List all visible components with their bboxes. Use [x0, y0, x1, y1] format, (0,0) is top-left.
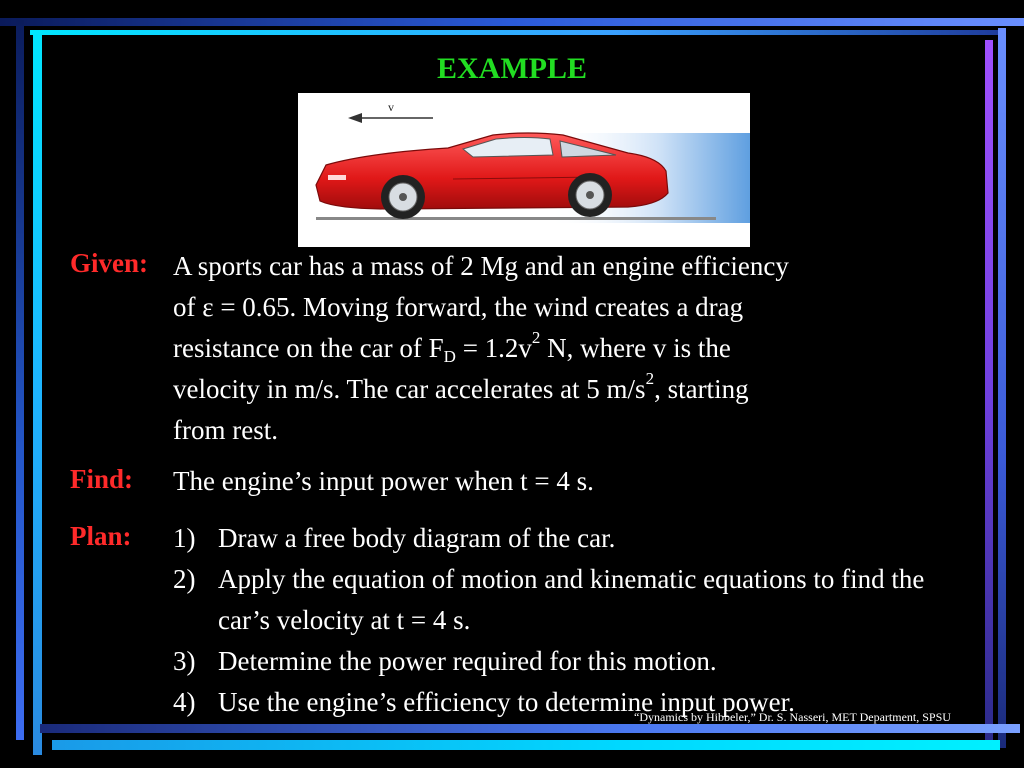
car-drawing [298, 93, 750, 247]
velocity-label: v [388, 100, 394, 114]
given-line-4 [173, 369, 973, 410]
given-line-4-b: , starting [654, 374, 749, 404]
frame-bar-top [0, 18, 1024, 26]
car-headlight [328, 175, 346, 180]
given-line-3-c: N, where v is the [540, 333, 731, 363]
plan-item-number: 2) [173, 564, 196, 594]
credit-footer: “Dynamics by Hibbeler,” Dr. S. Nasseri, MET Department, SPSU [634, 710, 951, 724]
acceleration-exponent: 2 [645, 369, 655, 388]
plan-item-text: Draw a free body diagram of the car. [218, 523, 616, 553]
plan-item-number: 3) [173, 646, 196, 676]
plan-item [173, 559, 973, 641]
plan-item-number: 1) [173, 523, 196, 553]
given-label: Given: [70, 248, 148, 278]
drag-force-subscript: D [443, 347, 456, 366]
frame-bar-right [998, 28, 1006, 748]
frame-bar-left [16, 20, 24, 740]
plan-label: Plan: [70, 521, 132, 551]
frame-bar-bottom-inner [52, 740, 1000, 750]
given-line-1: A sports car has a mass of 2 Mg and an engine efficiency [173, 251, 789, 281]
velocity-exponent: 2 [531, 328, 541, 347]
given-line-4-a: velocity in m/s. The car accelerates at 5 m/s [173, 374, 646, 404]
frame-bar-left-inner [33, 30, 42, 755]
frame-bar-bottom [40, 724, 1020, 733]
plan-item [173, 641, 973, 682]
plan-item [173, 518, 973, 559]
frame-bar-right-inner [985, 40, 993, 745]
rear-wheel-hub [586, 191, 594, 199]
plan-item-text: Determine the power required for this motion. [218, 646, 717, 676]
plan-item-number: 4) [173, 687, 196, 717]
car-illustration [298, 93, 750, 247]
plan-item-text: Use the engine’s efficiency to determine input power. [218, 687, 795, 717]
ground-line [316, 217, 716, 220]
front-wheel-hub [399, 193, 407, 201]
given-text [173, 246, 973, 451]
frame-bar-top-inner [30, 30, 1005, 35]
given-line-3-b: = 1.2v [455, 333, 532, 363]
plan-item-text: Apply the equation of motion and kinematic equations to find the car’s velocity at t = 4 s. [218, 564, 925, 635]
slide-title: EXAMPLE [437, 52, 587, 85]
find-text: The engine’s input power when t = 4 s. [173, 466, 594, 496]
find-label: Find: [70, 464, 134, 494]
given-line-2: of ε = 0.65. Moving forward, the wind creates a drag [173, 292, 744, 322]
given-line-5: from rest. [173, 415, 278, 445]
given-line-3 [173, 328, 973, 369]
velocity-arrow-head [348, 113, 362, 123]
plan-list [173, 518, 973, 723]
given-line-3-a: resistance on the car of F [173, 333, 444, 363]
